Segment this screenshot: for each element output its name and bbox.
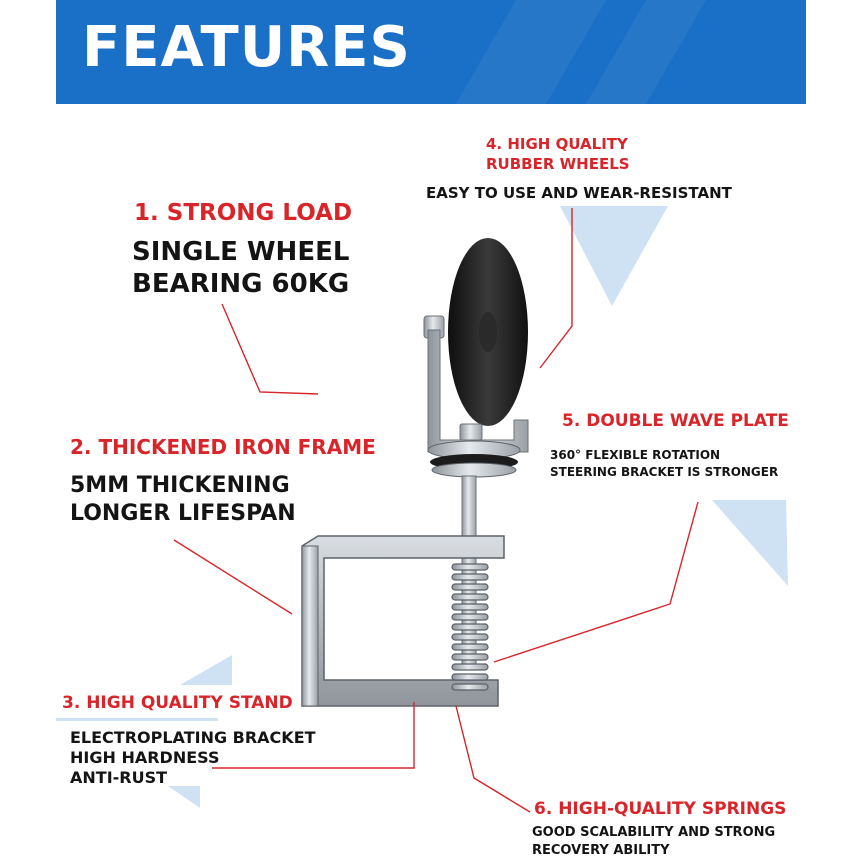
decor-triangle bbox=[168, 786, 200, 808]
feature-4-title-line: 4. HIGH QUALITY bbox=[486, 135, 628, 153]
axle-nut bbox=[460, 424, 482, 440]
feature-5-line: 360° FLEXIBLE ROTATION bbox=[550, 448, 721, 462]
feature-4-description bbox=[426, 183, 732, 203]
feature-4-title-line: RUBBER WHEELS bbox=[486, 155, 630, 173]
callout-line-6 bbox=[456, 706, 530, 812]
feature-3-line: ELECTROPLATING BRACKET bbox=[70, 728, 316, 747]
callout-line-4 bbox=[540, 208, 572, 368]
feature-6-line: RECOVERY ABILITY bbox=[532, 843, 670, 858]
swivel-plate bbox=[432, 463, 516, 477]
decor-triangle bbox=[560, 206, 668, 306]
wheel-hub bbox=[479, 312, 497, 352]
page-title: FEATURES bbox=[82, 15, 411, 80]
feature-5-description bbox=[550, 447, 778, 481]
feature-2-description bbox=[70, 472, 296, 528]
feature-6-title: 6. HIGH-QUALITY SPRINGS bbox=[534, 799, 787, 819]
decor-triangle bbox=[180, 655, 232, 685]
feature-4-line: EASY TO USE AND WEAR-RESISTANT bbox=[426, 184, 732, 202]
feature-1-description bbox=[132, 236, 349, 300]
decor-strip bbox=[56, 718, 218, 721]
feature-4-title bbox=[486, 134, 630, 174]
feature-1-line: SINGLE WHEEL bbox=[132, 237, 350, 267]
feature-3-line: ANTI-RUST bbox=[70, 768, 168, 787]
feature-3-line: HIGH HARDNESS bbox=[70, 748, 220, 767]
feature-3-title: 3. HIGH QUALITY STAND bbox=[62, 693, 293, 713]
feature-2-line: 5MM THICKENING bbox=[70, 473, 290, 498]
feature-3-description bbox=[70, 728, 316, 788]
c-stand-edge bbox=[302, 546, 318, 706]
decor-triangle bbox=[712, 500, 788, 586]
feature-1-line: BEARING 60KG bbox=[132, 269, 350, 299]
feature-6-line: GOOD SCALABILITY AND STRONG bbox=[532, 825, 776, 840]
feature-6-description bbox=[532, 824, 775, 860]
feature-5-line: STEERING BRACKET IS STRONGER bbox=[550, 465, 779, 479]
feature-2-title: 2. THICKENED IRON FRAME bbox=[70, 435, 376, 459]
callout-line-5 bbox=[494, 502, 698, 662]
callout-line-1 bbox=[222, 304, 318, 394]
feature-5-title: 5. DOUBLE WAVE PLATE bbox=[562, 411, 789, 431]
feature-1-title: 1. STRONG LOAD bbox=[134, 200, 353, 226]
feature-2-line: LONGER LIFESPAN bbox=[70, 501, 296, 526]
callout-line-2 bbox=[174, 540, 292, 614]
